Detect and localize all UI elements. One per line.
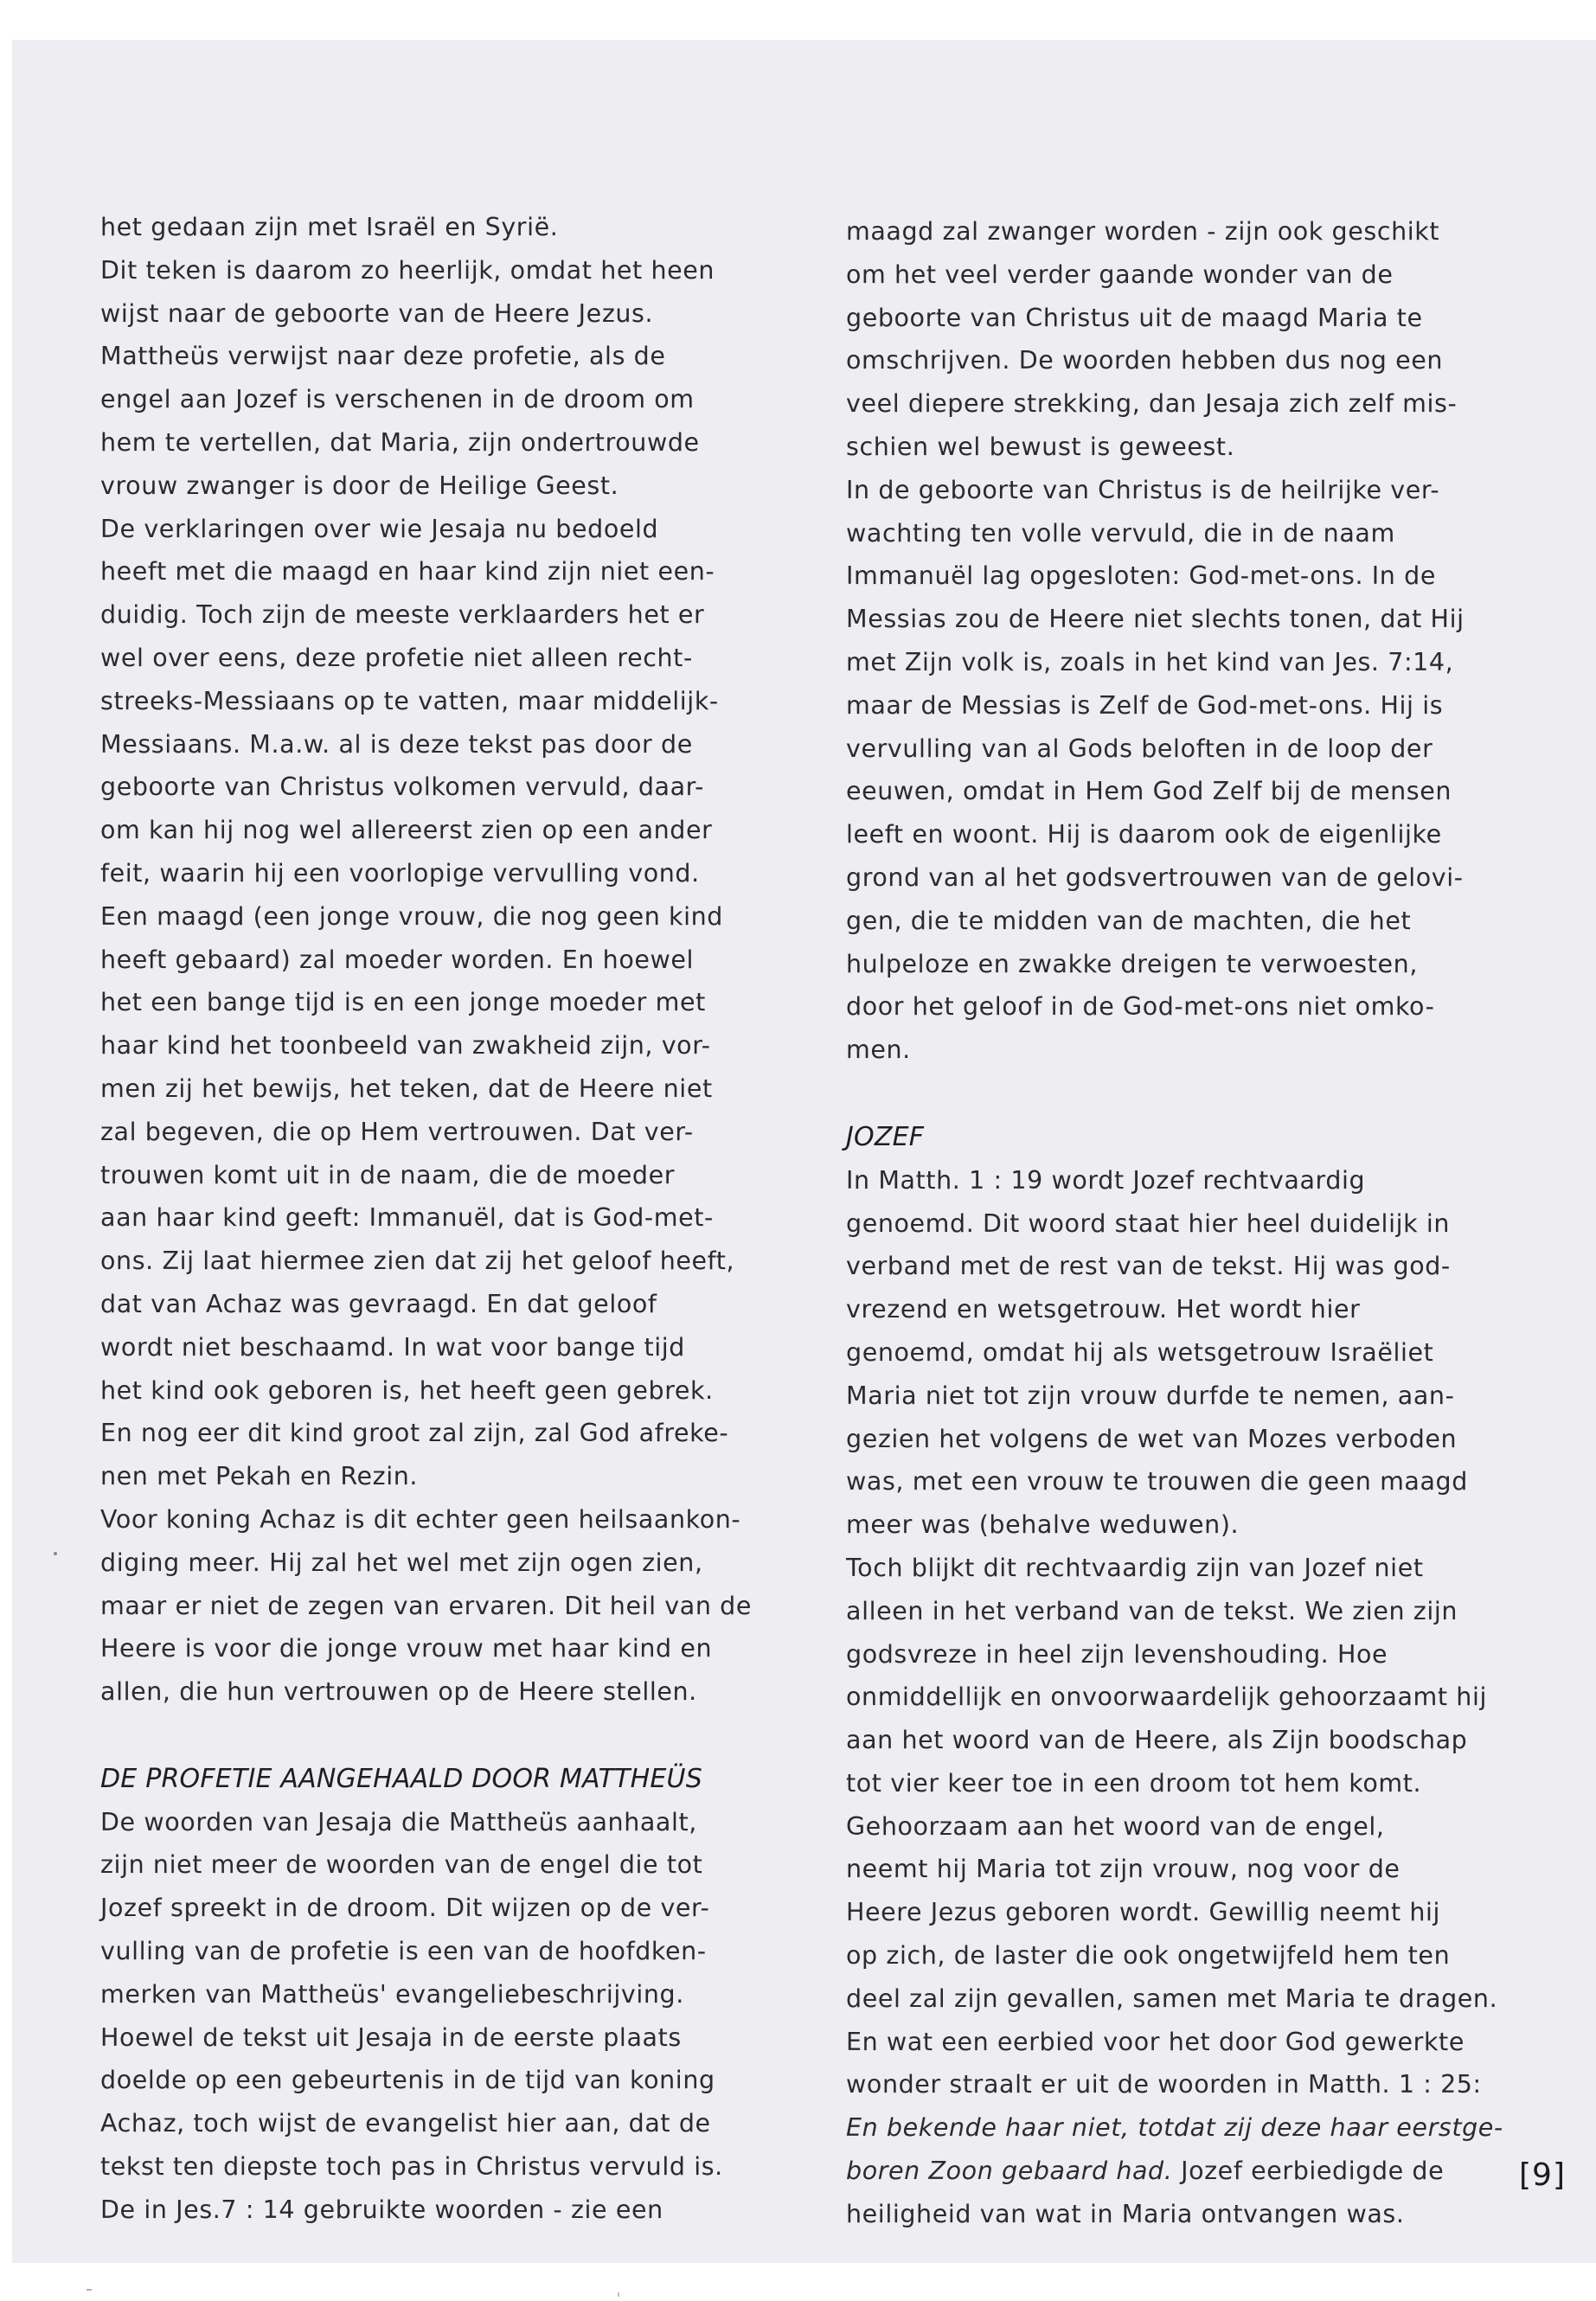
text-line: allen, die hun vertrouwen op de Heere stellen. [100, 1677, 697, 1707]
text-line: zal begeven, die op Hem vertrouwen. Dat ver- [100, 1117, 694, 1146]
quote-line: En bekende haar niet, totdat zij deze haar eerstge- [846, 2113, 1503, 2143]
text-line: was, met een vrouw te trouwen die geen maagd [846, 1467, 1468, 1497]
text-line: heeft gebaard) zal moeder worden. En hoewel [100, 945, 695, 974]
text-line: heiligheid van wat in Maria ontvangen was. [846, 2199, 1405, 2228]
text-line: Maria niet tot zijn vrouw durfde te nemen, aan- [846, 1381, 1455, 1410]
text-line: diging meer. Hij zal het wel met zijn ogen zien, [100, 1548, 703, 1577]
text-line: wachting ten volle vervuld, die in de naam [846, 518, 1395, 548]
magazine-page [12, 40, 1596, 2263]
text-line: men zij het bewijs, het teken, dat de Heere niet [100, 1074, 713, 1103]
text-line: Messiaans. M.a.w. al is deze tekst pas door de [100, 729, 693, 759]
text-line: nen met Pekah en Rezin. [100, 1462, 419, 1491]
text-line: Heere is voor die jonge vrouw met haar kind en [100, 1634, 713, 1663]
text-line: deel zal zijn gevallen, samen met Maria te dragen. [846, 1984, 1498, 2013]
text-line: doelde op een gebeurtenis in de tijd van koning [100, 2066, 715, 2095]
text-line: men. [846, 1035, 911, 1065]
text-line: maar de Messias is Zelf de God-met-ons. Hij is [846, 690, 1444, 720]
text-line: neemt hij Maria tot zijn vrouw, nog voor de [846, 1855, 1401, 1884]
text-line: Dit teken is daarom zo heerlijk, omdat het heen [100, 255, 715, 285]
text-line: wel over eens, deze profetie niet alleen recht- [100, 643, 693, 672]
text-line: met Zijn volk is, zoals in het kind van Jes. 7:14, [846, 647, 1454, 676]
text-line: De woorden van Jesaja die Mattheüs aanhaalt, [100, 1807, 697, 1836]
text-line: Achaz, toch wijst de evangelist hier aan, dat de [100, 2109, 711, 2138]
text-line: omschrijven. De woorden hebben dus nog een [846, 346, 1444, 375]
scan-mark [618, 2292, 619, 2297]
right-paragraph-2 [846, 1159, 1503, 2236]
text-line: alleen in het verband van de tekst. We zien zijn [846, 1596, 1458, 1625]
text-line: gezien het volgens de wet van Mozes verboden [846, 1424, 1458, 1453]
text-line: De in Jes.7 : 14 gebruikte woorden - zie een [100, 2195, 663, 2224]
text-line: aan haar kind geeft: Immanuël, dat is God-met- [100, 1203, 714, 1233]
text-line: het gedaan zijn met Israël en Syrië. [100, 213, 559, 241]
text-line: meer was (behalve weduwen). [846, 1510, 1240, 1540]
text-line: geboorte van Christus uit de maagd Maria te [846, 303, 1423, 332]
quote-line-mixed [846, 2150, 1486, 2193]
text-line: grond van al het godsvertrouwen van de gelovi- [846, 862, 1464, 892]
text-line: De verklaringen over wie Jesaja nu bedoeld [100, 514, 659, 543]
text-line: In Matth. 1 : 19 wordt Jozef rechtvaardig [846, 1165, 1366, 1195]
text-line: wijst naar de geboorte van de Heere Jezus. [100, 298, 654, 328]
text-line: Messias zou de Heere niet slechts tonen, dat Hij [846, 605, 1465, 634]
text-line: verband met de rest van de tekst. Hij was god- [846, 1252, 1451, 1281]
left-paragraph-2 [100, 1801, 758, 2232]
text-line: het kind ook geboren is, het heeft geen gebrek. [100, 1375, 714, 1405]
left-column [100, 206, 758, 2232]
text-line: geboorte van Christus volkomen vervuld, daar- [100, 772, 705, 802]
text-line: vrezend en wetsgetrouw. Het wordt hier [846, 1295, 1361, 1324]
text-line: zijn niet meer de woorden van de engel die tot [100, 1850, 703, 1880]
text-line: wordt niet beschaamd. In wat voor bange tijd [100, 1332, 685, 1362]
text-line: vulling van de profetie is een van de hoofdken- [100, 1937, 707, 1966]
section-heading-jozef: JOZEF [846, 1121, 925, 1152]
text-fragment: Jozef eerbiedigde de [1172, 2157, 1445, 2186]
text-line: merken van Mattheüs' evangeliebeschrijving. [100, 1979, 684, 2009]
text-line: Gehoorzaam aan het woord van de engel, [846, 1811, 1385, 1841]
section-spacer [100, 1714, 758, 1758]
text-line: feit, waarin hij een voorlopige vervulling vond. [100, 858, 700, 888]
text-line: tot vier keer toe in een droom tot hem komt. [846, 1768, 1422, 1798]
text-line: In de geboorte van Christus is de heilrijke ver- [846, 475, 1440, 504]
margin-dot [54, 1552, 57, 1555]
text-line: het een bange tijd is en een jonge moeder met [100, 988, 706, 1017]
text-line: om kan hij nog wel allereerst zien op een ander [100, 816, 713, 845]
text-line: wonder straalt er uit de woorden in Matth. 1 : 25: [846, 2070, 1482, 2099]
right-column [846, 210, 1503, 2236]
text-line: ons. Zij laat hiermee zien dat zij het geloof heeft, [100, 1247, 735, 1276]
right-paragraph-1 [846, 210, 1486, 1072]
text-line: tekst ten diepste toch pas in Christus vervuld is. [100, 2152, 723, 2182]
text-line: Jozef spreekt in de droom. Dit wijzen op de ver- [100, 1894, 710, 1923]
text-line: hem te vertellen, dat Maria, zijn ondertrouwde [100, 427, 700, 457]
text-line: Voor koning Achaz is dit echter geen heilsaankon- [100, 1504, 741, 1534]
text-line: vervulling van al Gods beloften in de loop der [846, 734, 1433, 763]
text-line: veel diepere strekking, dan Jesaja zich zelf mis- [846, 389, 1458, 419]
text-line: hulpeloze en zwakke dreigen te verwoesten, [846, 949, 1418, 978]
text-line: schien wel bewust is geweest. [846, 432, 1235, 461]
text-line: Een maagd (een jonge vrouw, die nog geen kind [100, 901, 724, 931]
text-line: genoemd, omdat hij als wetsgetrouw Israëliet [846, 1337, 1434, 1367]
text-line: duidig. Toch zijn de meeste verklaarders het er [100, 600, 705, 630]
text-line: aan het woord van de Heere, als Zijn boodschap [846, 1726, 1468, 1755]
text-line: haar kind het toonbeeld van zwakheid zijn, vor- [100, 1031, 711, 1061]
scan-mark [87, 2289, 92, 2291]
text-line: godsvreze in heel zijn levenshouding. Hoe [846, 1639, 1388, 1669]
text-line: vrouw zwanger is door de Heilige Geest. [100, 471, 619, 500]
text-line: gen, die te midden van de machten, die het [846, 906, 1412, 935]
text-line: Immanuël lag opgesloten: God-met-ons. In de [846, 561, 1436, 591]
text-line: door het geloof in de God-met-ons niet omko- [846, 992, 1435, 1022]
section-spacer [846, 1072, 1486, 1116]
text-line: eeuwen, omdat in Hem God Zelf bij de mensen [846, 777, 1452, 806]
page-number: [9] [1519, 2157, 1566, 2193]
text-line: maagd zal zwanger worden - zijn ook geschikt [846, 217, 1440, 246]
text-line: trouwen komt uit in de naam, die de moeder [100, 1160, 676, 1189]
text-line: Heere Jezus geboren wordt. Gewillig neemt hij [846, 1898, 1441, 1927]
text-line: heeft met die maagd en haar kind zijn niet een- [100, 557, 715, 586]
text-line: dat van Achaz was gevraagd. En dat geloof [100, 1289, 657, 1318]
text-line: En wat een eerbied voor het door God gewerkte [846, 2027, 1465, 2056]
left-paragraph-1 [100, 206, 758, 1714]
text-line: Toch blijkt dit rechtvaardig zijn van Jozef niet [846, 1553, 1424, 1582]
text-line: leeft en woont. Hij is daarom ook de eigenlijke [846, 820, 1442, 849]
text-line: onmiddellijk en onvoorwaardelijk gehoorzaamt hij [846, 1682, 1488, 1712]
text-line: maar er niet de zegen van ervaren. Dit heil van de [100, 1591, 752, 1620]
text-line: genoemd. Dit woord staat hier heel duidelijk in [846, 1208, 1451, 1238]
text-line: Hoewel de tekst uit Jesaja in de eerste plaats [100, 2022, 682, 2052]
text-line: engel aan Jozef is verschenen in de droom om [100, 385, 695, 414]
text-line: En nog eer dit kind groot zal zijn, zal God afreke- [100, 1419, 729, 1448]
quote-fragment: boren Zoon gebaard had. [846, 2157, 1173, 2186]
section-heading-profetie: DE PROFETIE AANGEHAALD DOOR MATTHEÜS [100, 1763, 702, 1794]
text-line: op zich, de laster die ook ongetwijfeld hem ten [846, 1941, 1451, 1971]
text-line: streeks-Messiaans op te vatten, maar middelijk- [100, 686, 719, 715]
text-line: Mattheüs verwijst naar deze profetie, als de [100, 342, 666, 371]
text-line: om het veel verder gaande wonder van de [846, 260, 1394, 289]
